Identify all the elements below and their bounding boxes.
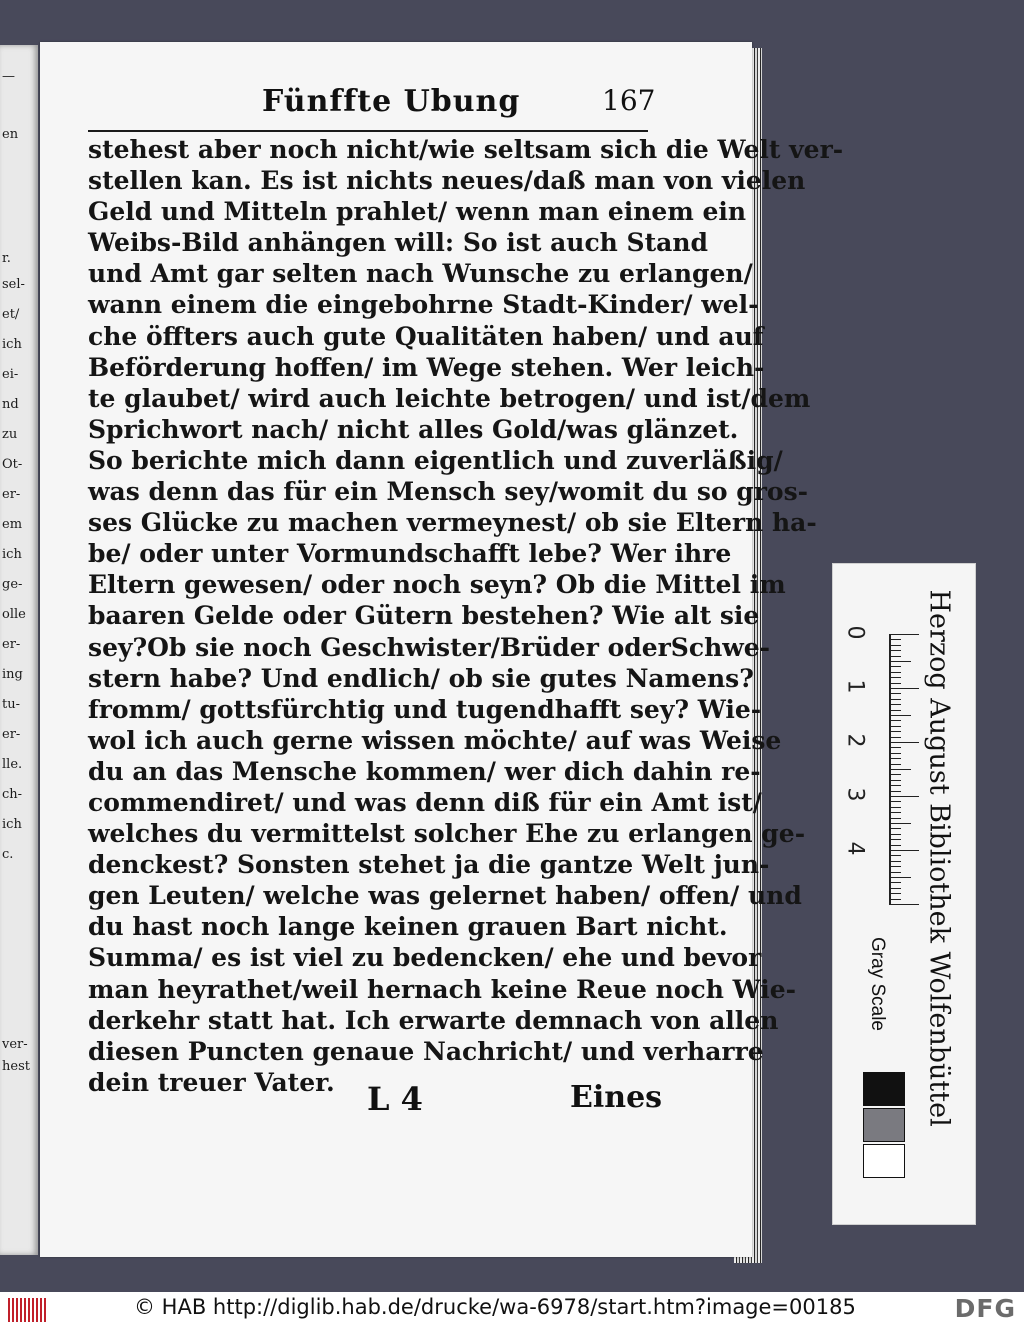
ruler-tick — [889, 753, 901, 754]
text-line: sey?Ob sie noch Geschwister/Brüder oderSchwe- — [88, 632, 771, 662]
ruler-tick — [889, 872, 901, 873]
ruler-tick — [889, 801, 901, 802]
text-line: ses Glücke zu machen vermeynest/ ob sie Eltern ha- — [88, 508, 817, 538]
ruler-tick — [889, 845, 901, 846]
ruler-tick — [889, 888, 901, 889]
dfg-logo: DFG — [954, 1294, 1016, 1323]
ruler-tick — [889, 899, 901, 900]
ruler-tick — [889, 769, 911, 770]
text-line: wann einem die eingebohrne Stadt-Kinder/ wel- — [88, 290, 759, 320]
barcode-icon — [8, 1298, 48, 1322]
ruler-tick — [889, 785, 901, 786]
previous-page-fragment: ich — [2, 817, 22, 832]
ruler-tick — [889, 645, 901, 646]
copyright-link[interactable]: © HAB http://diglib.hab.de/drucke/wa-6978/start.htm?image=00185 — [134, 1295, 856, 1319]
text-line: und Amt gar selten nach Wunsche zu erlangen/ — [88, 259, 753, 289]
running-head — [262, 84, 662, 124]
text-line: Sprichwort nach/ nicht alles Gold/was glänzet. — [88, 414, 739, 444]
text-line: was denn das für ein Mensch sey/womit du so gros- — [88, 477, 809, 507]
text-line: Eltern gewesen/ oder noch seyn? Ob die Mittel im — [88, 570, 786, 600]
previous-page-fragment: er- — [2, 487, 21, 502]
ruler-tick — [889, 758, 901, 759]
text-line: te glaubet/ wird auch leichte betrogen/ und ist/dem — [88, 383, 811, 413]
head-rule — [88, 130, 648, 132]
previous-page-fragment: nd — [2, 397, 19, 412]
previous-page-fragment: em — [2, 517, 23, 532]
text-line: wol ich auch gerne wissen möchte/ auf was Weise — [88, 725, 782, 755]
text-line: dein treuer Vater. — [88, 1067, 335, 1097]
ruler-tick — [889, 693, 901, 694]
gray-scale-label — [857, 937, 897, 1064]
text-line: So berichte mich dann eigentlich und zuverläßig/ — [88, 445, 783, 475]
text-line: Beförderung hoffen/ im Wege stehen. Wer leich- — [88, 352, 765, 382]
ruler-tick — [889, 818, 901, 819]
ruler-tick — [889, 639, 901, 640]
previous-page-edge — [0, 45, 38, 1255]
text-line: diesen Puncten genaue Nachricht/ und verharre — [88, 1036, 764, 1066]
ruler-tick — [889, 828, 901, 829]
catchword: Eines — [570, 1080, 663, 1115]
ruler-tick — [889, 877, 911, 878]
previous-page-fragment: ge- — [2, 577, 23, 592]
card-title-text: Herzog August Bibliothek Wolfenbüttel — [923, 589, 955, 1127]
previous-page-fragment: ver- — [2, 1037, 28, 1052]
previous-page-fragment: er- — [2, 727, 21, 742]
text-line: derkehr statt hat. Ich erwarte demnach von allen — [88, 1005, 779, 1035]
ruler-tick — [889, 656, 901, 657]
previous-page-fragment: hest — [2, 1059, 30, 1074]
ruler-number: 2 — [842, 733, 868, 748]
previous-page-fragment: en — [2, 127, 19, 142]
gray-swatch — [863, 1072, 905, 1106]
previous-page-fragment: et/ — [2, 307, 20, 322]
gray-swatch — [863, 1108, 905, 1142]
previous-page-fragment: zu — [2, 427, 18, 442]
previous-page-fragment: er- — [2, 637, 21, 652]
text-line: stern habe? Und endlich/ ob sie gutes Namens? — [88, 663, 754, 693]
ruler-number: 3 — [842, 787, 868, 802]
text-line: Weibs-Bild anhängen will: So ist auch Stand — [88, 228, 709, 258]
ruler-number: 1 — [842, 679, 868, 694]
gray-swatch — [863, 1144, 905, 1178]
page-number: 167 — [602, 84, 656, 117]
text-line: stehest aber noch nicht/wie seltsam sich die Welt ver- — [88, 135, 844, 164]
book-page — [40, 42, 844, 1257]
text-line: be/ oder unter Vormundschafft lebe? Wer ihre — [88, 539, 732, 569]
ruler-tick — [889, 823, 911, 824]
ruler-tick — [889, 677, 901, 678]
signature-mark: L 4 — [367, 1080, 423, 1118]
ruler-tick — [889, 715, 911, 716]
text-line: Summa/ es ist viel zu bedencken/ ehe und bevor — [88, 943, 762, 973]
previous-page-fragment: tu- — [2, 697, 20, 712]
ruler-tick — [889, 834, 901, 835]
text-line: welches du vermittelst solcher Ehe zu erlangen ge- — [88, 819, 806, 849]
ruler-tick — [889, 780, 901, 781]
ruler-tick — [889, 666, 901, 667]
ruler-number: 4 — [842, 841, 868, 856]
text-line: commendiret/ und was denn diß für ein Amt ist/ — [88, 787, 762, 817]
previous-page-fragment: lle. — [2, 757, 23, 772]
ruler-tick — [889, 839, 901, 840]
text-line: man heyrathet/weil hernach keine Reue noch Wie- — [88, 974, 797, 1004]
text-line: Geld und Mitteln prahlet/ wenn man einem ein — [88, 197, 747, 227]
previous-page-fragment: ing — [2, 667, 23, 682]
ruler-tick — [889, 699, 901, 700]
previous-page-fragment: Ot- — [2, 457, 23, 472]
ruler-tick — [889, 720, 901, 721]
previous-page-fragment: ch- — [2, 787, 23, 802]
ruler-tick — [889, 764, 901, 765]
gray-scale-card — [832, 563, 976, 1225]
text-line: gen Leuten/ welche was gelernet haben/ offen/ und — [88, 881, 802, 911]
text-line: stellen kan. Es ist nichts neues/daß man von vielen — [88, 166, 806, 196]
ruler-tick — [889, 791, 901, 792]
ruler-tick — [889, 774, 901, 775]
previous-page-fragment: ich — [2, 337, 22, 352]
ruler-tick — [889, 710, 901, 711]
ruler-tick — [889, 855, 901, 856]
ruler-tick — [889, 807, 901, 808]
ruler-tick — [889, 893, 901, 894]
ruler-tick — [889, 704, 901, 705]
ruler-number: 0 — [842, 625, 868, 640]
page-foot — [80, 1080, 663, 1120]
gray-scale-label-text: Gray Scale — [867, 937, 888, 1031]
text-line: baaren Gelde oder Gütern bestehen? Wie alt sie — [88, 601, 760, 631]
ruler-tick — [889, 650, 901, 651]
running-head-title: Fünffte Ubung — [262, 84, 521, 119]
text-line: denckest? Sonsten stehet ja die gantze Welt jun- — [88, 850, 770, 880]
ruler-tick — [889, 812, 901, 813]
ruler-tick — [889, 672, 901, 673]
previous-page-fragment: olle — [2, 607, 26, 622]
ruler-tick — [889, 731, 901, 732]
previous-page-fragment: ich — [2, 547, 22, 562]
ruler-tick — [889, 683, 901, 684]
previous-page-fragment: ei- — [2, 367, 19, 382]
ruler-tick — [889, 661, 911, 662]
previous-page-fragment: sel- — [2, 277, 25, 292]
ruler-tick — [889, 747, 901, 748]
ruler-tick — [889, 726, 901, 727]
text-line: du hast noch lange keinen grauen Bart nicht. — [88, 912, 728, 942]
text-line: du an das Mensche kommen/ wer dich dahin re- — [88, 756, 761, 786]
ruler-tick — [889, 861, 901, 862]
previous-page-fragment: — — [2, 69, 15, 84]
ruler-tick — [889, 737, 901, 738]
text-line: fromm/ gottsfürchtig und tugendhafft sey? Wie- — [88, 694, 762, 724]
card-title — [909, 584, 969, 1204]
previous-page-fragment: r. — [2, 251, 11, 266]
footer-bar — [0, 1292, 1024, 1325]
previous-page-fragment: c. — [2, 847, 14, 862]
text-line: che öffters auch gute Qualitäten haben/ und auf — [88, 321, 764, 351]
ruler-tick — [889, 866, 901, 867]
ruler-tick — [889, 882, 901, 883]
